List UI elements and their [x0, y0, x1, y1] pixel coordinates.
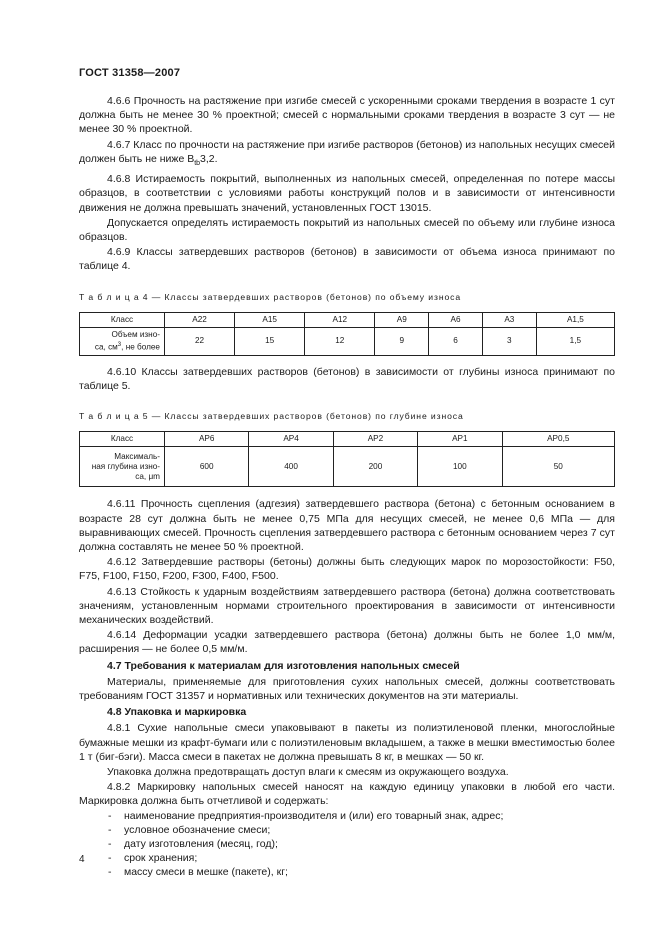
paragraph-4-6-13: 4.6.13 Стойкость к ударным воздействиям затвердевшего раствора (бетона) должна соответствовать значениям, установленным нормами строительного проектирования в зависимости от интенсивности механических воздействий. — [79, 585, 615, 626]
table-5-header-label: Класс — [80, 432, 165, 447]
table-5 — [79, 431, 615, 487]
paragraph-4-8-1: 4.8.1 Сухие напольные смеси упаковывают в пакеты из полиэтиленовой пленки, многослойные бумажные мешки из крафт-бумаги или с полиэтиленовым вкладышем, а также в мешки вместимостью более 1 т (биг-бэги). Масса смеси в пакетах не должна превышать 8 кг, в мешках — 50 кг. — [79, 722, 615, 763]
marking-list — [79, 809, 615, 880]
table-5-class: AP4 — [249, 432, 333, 447]
table-5-class: AP1 — [418, 432, 502, 447]
paragraph-4-6-7: 4.6.7 Класс по прочности на растяжение при изгибе растворов (бетонов) из напольных несущих смесей должен быть не ниже $B_{tb}3,2$. — [79, 138, 615, 167]
section-heading-4-7: 4.7 Требования к материалам для изготовления напольных смесей — [107, 659, 460, 672]
list-item: - условное обозначение смеси; — [108, 823, 271, 836]
table-4-value: 15 — [235, 327, 305, 355]
table-4-class: A9 — [375, 312, 429, 327]
table-4-caption: Т а б л и ц а 4 — Классы затвердевших растворов (бетонов) по объему износа — [79, 291, 462, 302]
table-4 — [79, 312, 615, 356]
paragraph-4-6-11: 4.6.11 Прочность сцепления (адгезия) затвердевшего раствора (бетона) с бетонным основанием в возрасте 28 сут должна быть не менее 0,75 МПа для несущих смесей, не менее 0,6 МПа — для выравнивающих смесей. Прочность сцепления затвердевшего раствора с бетонным основанием через 7 сут должна составлять не менее 50 % проектной. — [79, 498, 615, 553]
section-heading-4-8: 4.8 Упаковка и маркировка — [107, 706, 247, 719]
table-4-value: 22 — [165, 327, 235, 355]
list-item: - массу смеси в мешке (пакете), кг; — [108, 866, 288, 879]
table-4-value: 12 — [305, 327, 375, 355]
table-4-class: A22 — [165, 312, 235, 327]
table-4-class: A12 — [305, 312, 375, 327]
table-4-header-row — [80, 312, 615, 327]
table-4-class: A15 — [235, 312, 305, 327]
paragraph-abrasion-note: Допускается определять истираемость покрытий из напольных смесей по объему или глубине износа образцов. — [79, 216, 615, 243]
table-4-row-label: Объем изно- са, $см^3$, не более — [80, 327, 165, 355]
page-number: 4 — [79, 854, 85, 865]
table-5-header-row — [80, 432, 615, 447]
table-4-value: 9 — [375, 327, 429, 355]
paragraph-4-6-10: 4.6.10 Классы затвердевших растворов (бетонов) в зависимости от глубины износа принимают по таблице 5. — [79, 365, 615, 392]
paragraph-4-7: Материалы, применяемые для приготовления сухих напольных смесей, должны соответствовать требованиям ГОСТ 31357 и нормативных или технических документов на эти материалы. — [79, 675, 615, 702]
table-5-value: 400 — [249, 447, 333, 487]
table-5-class: AP0,5 — [502, 432, 615, 447]
document-body — [79, 94, 615, 880]
table-5-class: AP2 — [333, 432, 417, 447]
list-item: - дату изготовления (месяц, год); — [108, 838, 278, 851]
paragraph-packaging-note: Упаковка должна предотвращать доступ влаги к смесям из окружающего воздуха. — [107, 766, 509, 778]
table-5-class: AP6 — [165, 432, 249, 447]
paragraph-4-6-14: 4.6.14 Деформации усадки затвердевшего раствора (бетона) должны быть не более 1,0 мм/м, расширения — не более 0,5 мм/м. — [79, 629, 615, 656]
table-4-value: 3 — [482, 327, 536, 355]
paragraph-4-6-12: 4.6.12 Затвердевшие растворы (бетоны) должны быть следующих марок по морозостойкости: F50, F75, F100, F150, F200, F300, F400, F500. — [79, 556, 615, 583]
table-4-class: A3 — [482, 312, 536, 327]
table-5-caption: Т а б л и ц а 5 — Классы затвердевших растворов (бетонов) по глубине износа — [79, 411, 464, 422]
table-5-value-row — [80, 447, 615, 487]
table-5-value: 600 — [165, 447, 249, 487]
table-4-header-label: Класс — [80, 312, 165, 327]
paragraph-4-6-8: 4.6.8 Истираемость покрытий, выполненных из напольных смесей, определенная по потере массы образцов, в соответствии с условиями работы конструкций полов и в зависимости от интенсивности движения не должна превышать значений, установленных ГОСТ 13015. — [79, 173, 615, 214]
table-5-value: 100 — [418, 447, 502, 487]
paragraph-4-8-2: 4.8.2 Маркировку напольных смесей наносят на каждую единицу упаковки в любой его части. Маркировка должна быть отчетливой и содержать: — [79, 781, 615, 808]
list-item: - срок хранения; — [108, 852, 198, 865]
list-item: - наименование предприятия-производителя и (или) его товарный знак, адрес; — [108, 809, 504, 822]
table-4-class: A1,5 — [536, 312, 614, 327]
table-4-value: 6 — [429, 327, 483, 355]
table-4-value: 1,5 — [536, 327, 614, 355]
table-5-row-label: Максималь- ная глубина изно- са, μm — [80, 447, 165, 487]
table-4-class: A6 — [429, 312, 483, 327]
document-header: ГОСТ 31358—2007 — [79, 67, 181, 79]
paragraph-4-6-6: 4.6.6 Прочность на растяжение при изгибе смесей с ускоренными сроками твердения в возрасте 1 сут должна быть не менее 30 % проектной; смесей с нормальными сроками твердения в возрасте 3 сут — не менее 30 % проектной. — [79, 95, 615, 136]
table-5-value: 50 — [502, 447, 615, 487]
paragraph-4-6-9: 4.6.9 Классы затвердевших растворов (бетонов) в зависимости от объема износа принимают по таблице 4. — [79, 246, 615, 273]
table-5-value: 200 — [333, 447, 417, 487]
table-4-value-row — [80, 327, 615, 355]
